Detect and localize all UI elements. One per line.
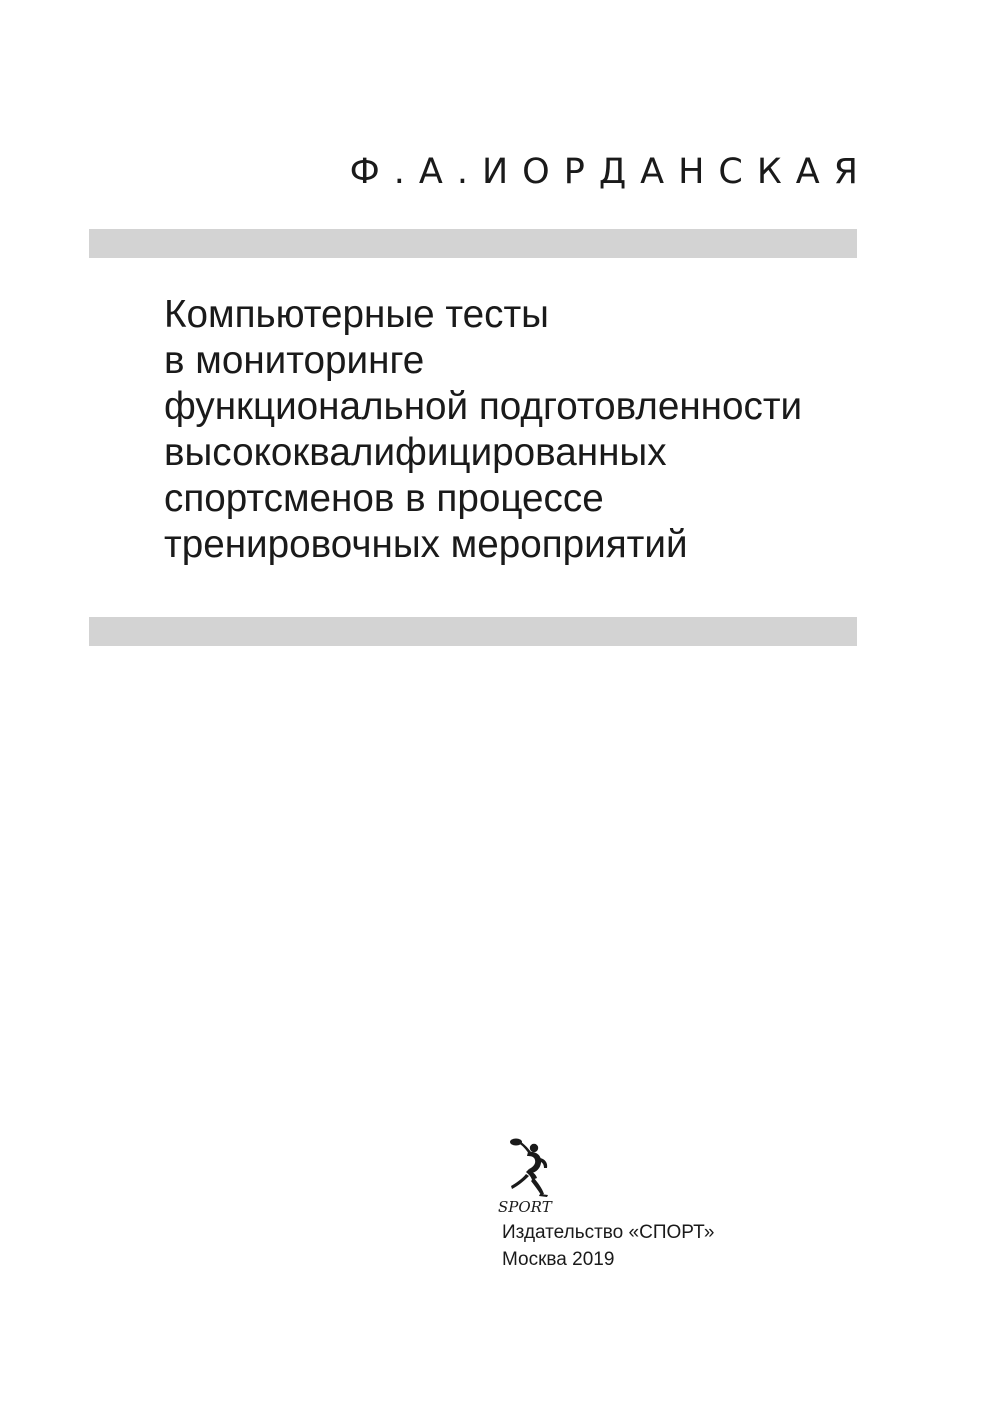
title-line: спортсменов в процессе [164,477,604,520]
book-title [164,292,864,568]
author-name: Ф.А.ИОРДАНСКАЯ [349,152,872,192]
bottom-divider [89,617,857,646]
publisher-name: Издательство «СПОРТ» [502,1222,715,1243]
title-line: функциональной подготовленности [164,385,803,428]
top-divider [89,229,857,258]
title-line: Компьютерные тесты [164,293,549,336]
publisher-city-year: Москва 2019 [502,1249,615,1270]
title-line: в мониторинге [164,339,425,382]
logo-text: SPORT [498,1198,552,1216]
discus-thrower-icon [510,1139,548,1198]
publisher-block [502,1219,714,1273]
title-line: высококвалифицированных [164,431,667,474]
title-line: тренировочных мероприятий [164,523,688,566]
sport-publisher-logo [496,1134,560,1216]
